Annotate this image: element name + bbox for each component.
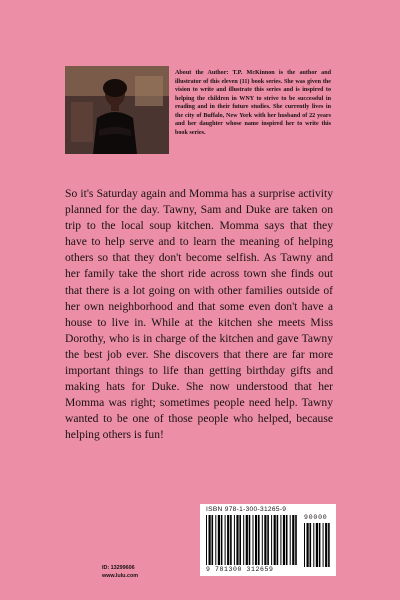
barcode-bar bbox=[316, 523, 318, 567]
barcode-bar bbox=[249, 515, 251, 565]
barcode-bar bbox=[328, 523, 330, 567]
barcode-bar bbox=[221, 515, 223, 565]
barcode-bar bbox=[215, 515, 216, 565]
barcode-bar bbox=[234, 515, 235, 565]
about-author-text: About the Author: T.P. McKinnon is the author and illustrator of this eleven (11) book series. She was given the vision to write and illustrate this series and is inspired to helping the children in WNY to strive to be successful in reading and in their future studies. She currently lives in the city of Buffalo, New York with her husband of 22 years and her daughter whose name inspired her to write this book series. bbox=[175, 70, 331, 136]
barcode-bar bbox=[274, 515, 276, 565]
barcode-bar bbox=[292, 515, 294, 565]
barcode-bar bbox=[277, 515, 279, 565]
barcode-bar bbox=[286, 515, 288, 565]
price-addon-digits: 90000 bbox=[304, 514, 328, 521]
barcode-bar bbox=[209, 515, 211, 565]
barcode-bar bbox=[264, 515, 266, 565]
barcode-bar bbox=[236, 515, 238, 565]
barcode-bar bbox=[280, 515, 281, 565]
barcode-bar bbox=[227, 515, 229, 565]
price-addon-bars bbox=[304, 523, 332, 567]
barcode-bar bbox=[313, 523, 314, 567]
isbn-label: ISBN 978-1-300-31265-9 bbox=[206, 506, 287, 513]
barcode-bar bbox=[325, 523, 327, 567]
barcode-bar bbox=[239, 515, 241, 565]
barcode-bar bbox=[310, 523, 312, 567]
barcode-bar bbox=[255, 515, 257, 565]
barcode-bar bbox=[230, 515, 232, 565]
publisher-id: ID: 13299606 bbox=[102, 565, 135, 571]
barcode-bar bbox=[243, 515, 244, 565]
barcode-bars bbox=[206, 515, 298, 565]
barcode-bar bbox=[258, 515, 260, 565]
barcode-bar bbox=[225, 515, 226, 565]
barcode-bar bbox=[319, 523, 321, 567]
barcode-bar bbox=[290, 515, 291, 565]
barcode-bar bbox=[295, 515, 297, 565]
barcode-bar bbox=[304, 523, 305, 567]
publisher-info bbox=[102, 565, 138, 581]
barcode-bar bbox=[267, 515, 269, 565]
barcode-bar bbox=[271, 515, 272, 565]
barcode-bar bbox=[212, 515, 214, 565]
barcode-bar bbox=[253, 515, 254, 565]
barcode-bar bbox=[206, 515, 207, 565]
publisher-url: www.lulu.com bbox=[102, 572, 139, 579]
author-photo bbox=[65, 66, 169, 154]
author-portrait-image bbox=[65, 66, 169, 154]
barcode-bar bbox=[323, 523, 324, 567]
book-description: So it's Saturday again and Momma has a surprise activity planned for the day. Tawny, Sam and Duke are taken on trip to the local soup kitchen. Momma says that they have to help serve and to learn the meaning of helping others so that they don't become selfish. As Tawny and her family take the short ride across town she finds out that there is a lot going on with other families outside of her own neighborhood and that some even don't have a house to live in. While at the kitchen she meets Miss Dorothy, who is in charge of the kitchen and gave Tawny the best job ever. She discovers that there are far more important things to life than getting birthday gifts and making hats for Duke. She now understood that her Momma was right; sometimes people need help. Tawny wanted to be one of those people who helped, because helping others is fun! bbox=[65, 187, 333, 442]
barcode-bar bbox=[307, 523, 309, 567]
barcode-bar bbox=[262, 515, 263, 565]
isbn-barcode bbox=[200, 504, 336, 576]
ean-digits: 9 781300 312659 bbox=[206, 566, 274, 573]
barcode-bar bbox=[218, 515, 220, 565]
barcode-bar bbox=[246, 515, 248, 565]
barcode-bar bbox=[283, 515, 285, 565]
